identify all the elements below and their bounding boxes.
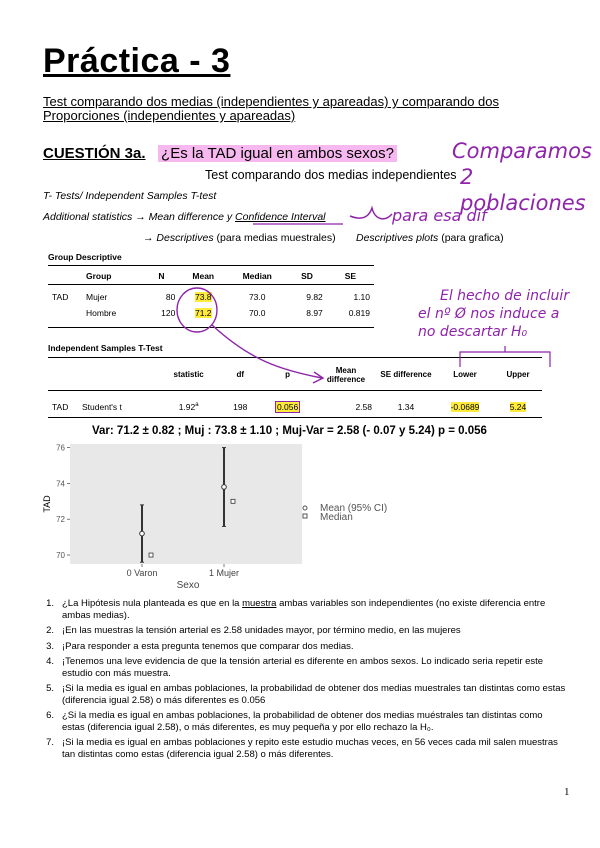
descriptives-plots-label: Descriptives plots [356, 232, 439, 244]
table-header-row: Group N Mean Median SD SE [86, 271, 357, 281]
y-tick-label: 74 [56, 479, 65, 489]
mean-point [222, 485, 227, 490]
mean-mujer: 73.8 [194, 292, 212, 302]
test-heading: Test comparando dos medias independientes [205, 168, 457, 182]
group-descriptive-title: Group Descriptive [48, 252, 122, 262]
mean-point [140, 531, 145, 536]
ttest-title: Independent Samples T-Test [48, 343, 163, 353]
list-item: 2. ¡En las muestras la tensión arterial es 2.58 unidades mayor, por término medio, en las mujeres [46, 625, 461, 636]
confidence-interval-label: Confidence Interval [235, 211, 326, 223]
y-tick-label: 72 [56, 515, 65, 525]
descriptives-plot [38, 438, 458, 593]
descriptives-plots-note: (para grafica) [441, 232, 504, 244]
cuestion-question: ¿Es la TAD igual en ambos sexos? [158, 145, 397, 162]
y-tick-label: 76 [56, 443, 65, 453]
list-item: 1. ¿La Hipótesis nula planteada es que en la muestra ambas variables son independientes (no existe diferencia entre ambas medias). [46, 598, 546, 621]
annotation-compare-line1: Comparamos [452, 139, 592, 163]
table-row: Hombre 120 71.2 70.0 8.97 0.819 [86, 308, 370, 318]
list-item: 6. ¿Si la media es igual en ambas poblaciones, la probabilidad de obtener dos medias muéstrales tan distintas como estas (diferencia igual 2.58), o más diferentes, es muy pequeña y por ello rechazo la H₀. [46, 710, 543, 733]
table-row: TAD Student's t 1.92$^a$ 198 0.056 2.58 1.34 -0.0689 5.24 [52, 401, 527, 412]
annotation-hecho-line3: no descartar H₀ [418, 324, 528, 340]
table-row: TAD Mujer 80 73.8 73.0 9.82 1.10 [52, 292, 370, 302]
page-subtitle: Test comparando dos medias (independientes y apareadas) y comparando dos Proporciones (independientes y apareadas) [43, 94, 499, 123]
annotation-compare-line2: 2 poblaciones [460, 165, 586, 215]
ci-upper: 5.24 [509, 401, 527, 412]
page-title: Práctica - 3 [43, 42, 231, 80]
list-item: 3. ¡Para responder a esta pregunta tenemos que comparar dos medias. [46, 640, 354, 652]
plot-area [70, 444, 302, 564]
ci-lower: -0.0689 [450, 401, 480, 412]
mean-hombre: 71.2 [194, 308, 212, 318]
median-point [149, 553, 153, 557]
descriptives-label: → Descriptives [143, 232, 214, 244]
summary-line: Var: 71.2 ± 0.82 ; Muj : 73.8 ± 1.10 ; Muj-Var = 2.58 (- 0.07 y 5.24) p = 0.056 [92, 425, 487, 437]
additional-prefix: Additional statistics → Mean difference y [43, 211, 233, 223]
list-item: 5. ¡Si la media es igual en ambas poblaciones, la probabilidad de obtener dos medias muestrales tan distintas como estas (diferencia igual 2.58) o más diferentes es 0.056 [46, 683, 566, 706]
legend-median-marker [303, 514, 307, 518]
p-value: 0.056 [276, 401, 299, 412]
legend-mean: Mean (95% CI) [320, 503, 388, 514]
descriptives-note: (para medias muestrales) [216, 232, 336, 244]
answer-list [36, 598, 566, 764]
annotation-hecho-line1: El hecho de incluir [440, 288, 570, 304]
legend-mean-marker [303, 506, 307, 510]
cuestion-label: CUESTIÓN 3a. [43, 145, 146, 162]
menu-path: T- Tests/ Independent Samples T-test [43, 190, 217, 202]
legend-median: Median [320, 512, 353, 523]
y-tick-label: 70 [56, 551, 65, 561]
page-number: 1 [564, 786, 570, 798]
list-item: 7. ¡Si la media es igual en ambas poblaciones y repito este estudio muchas veces, en 56 veces cada mil salen muestras tan distintas como estas (diferencia igual 2.58) o más diferentes. [46, 737, 558, 760]
y-axis-label: TAD [42, 495, 52, 513]
x-tick-label: 1 Mujer [208, 568, 240, 578]
x-tick-label: 0 Varon [126, 568, 158, 578]
x-axis-label: Sexo [176, 580, 200, 591]
legend [303, 503, 387, 523]
list-item: 4. ¡Tenemos una leve evidencia de que la tensión arterial es diferente en ambos sexos. Lo indicado seria repetir este estudio con más muestra. [46, 656, 544, 679]
annotation-para-dif: para esa dif [392, 206, 487, 225]
table-header-row: statistic df p Mean difference SE difference Lower Upper [173, 365, 530, 384]
annotation-hecho-line2: el nº Ø nos induce a [418, 306, 560, 322]
median-point [231, 499, 235, 503]
